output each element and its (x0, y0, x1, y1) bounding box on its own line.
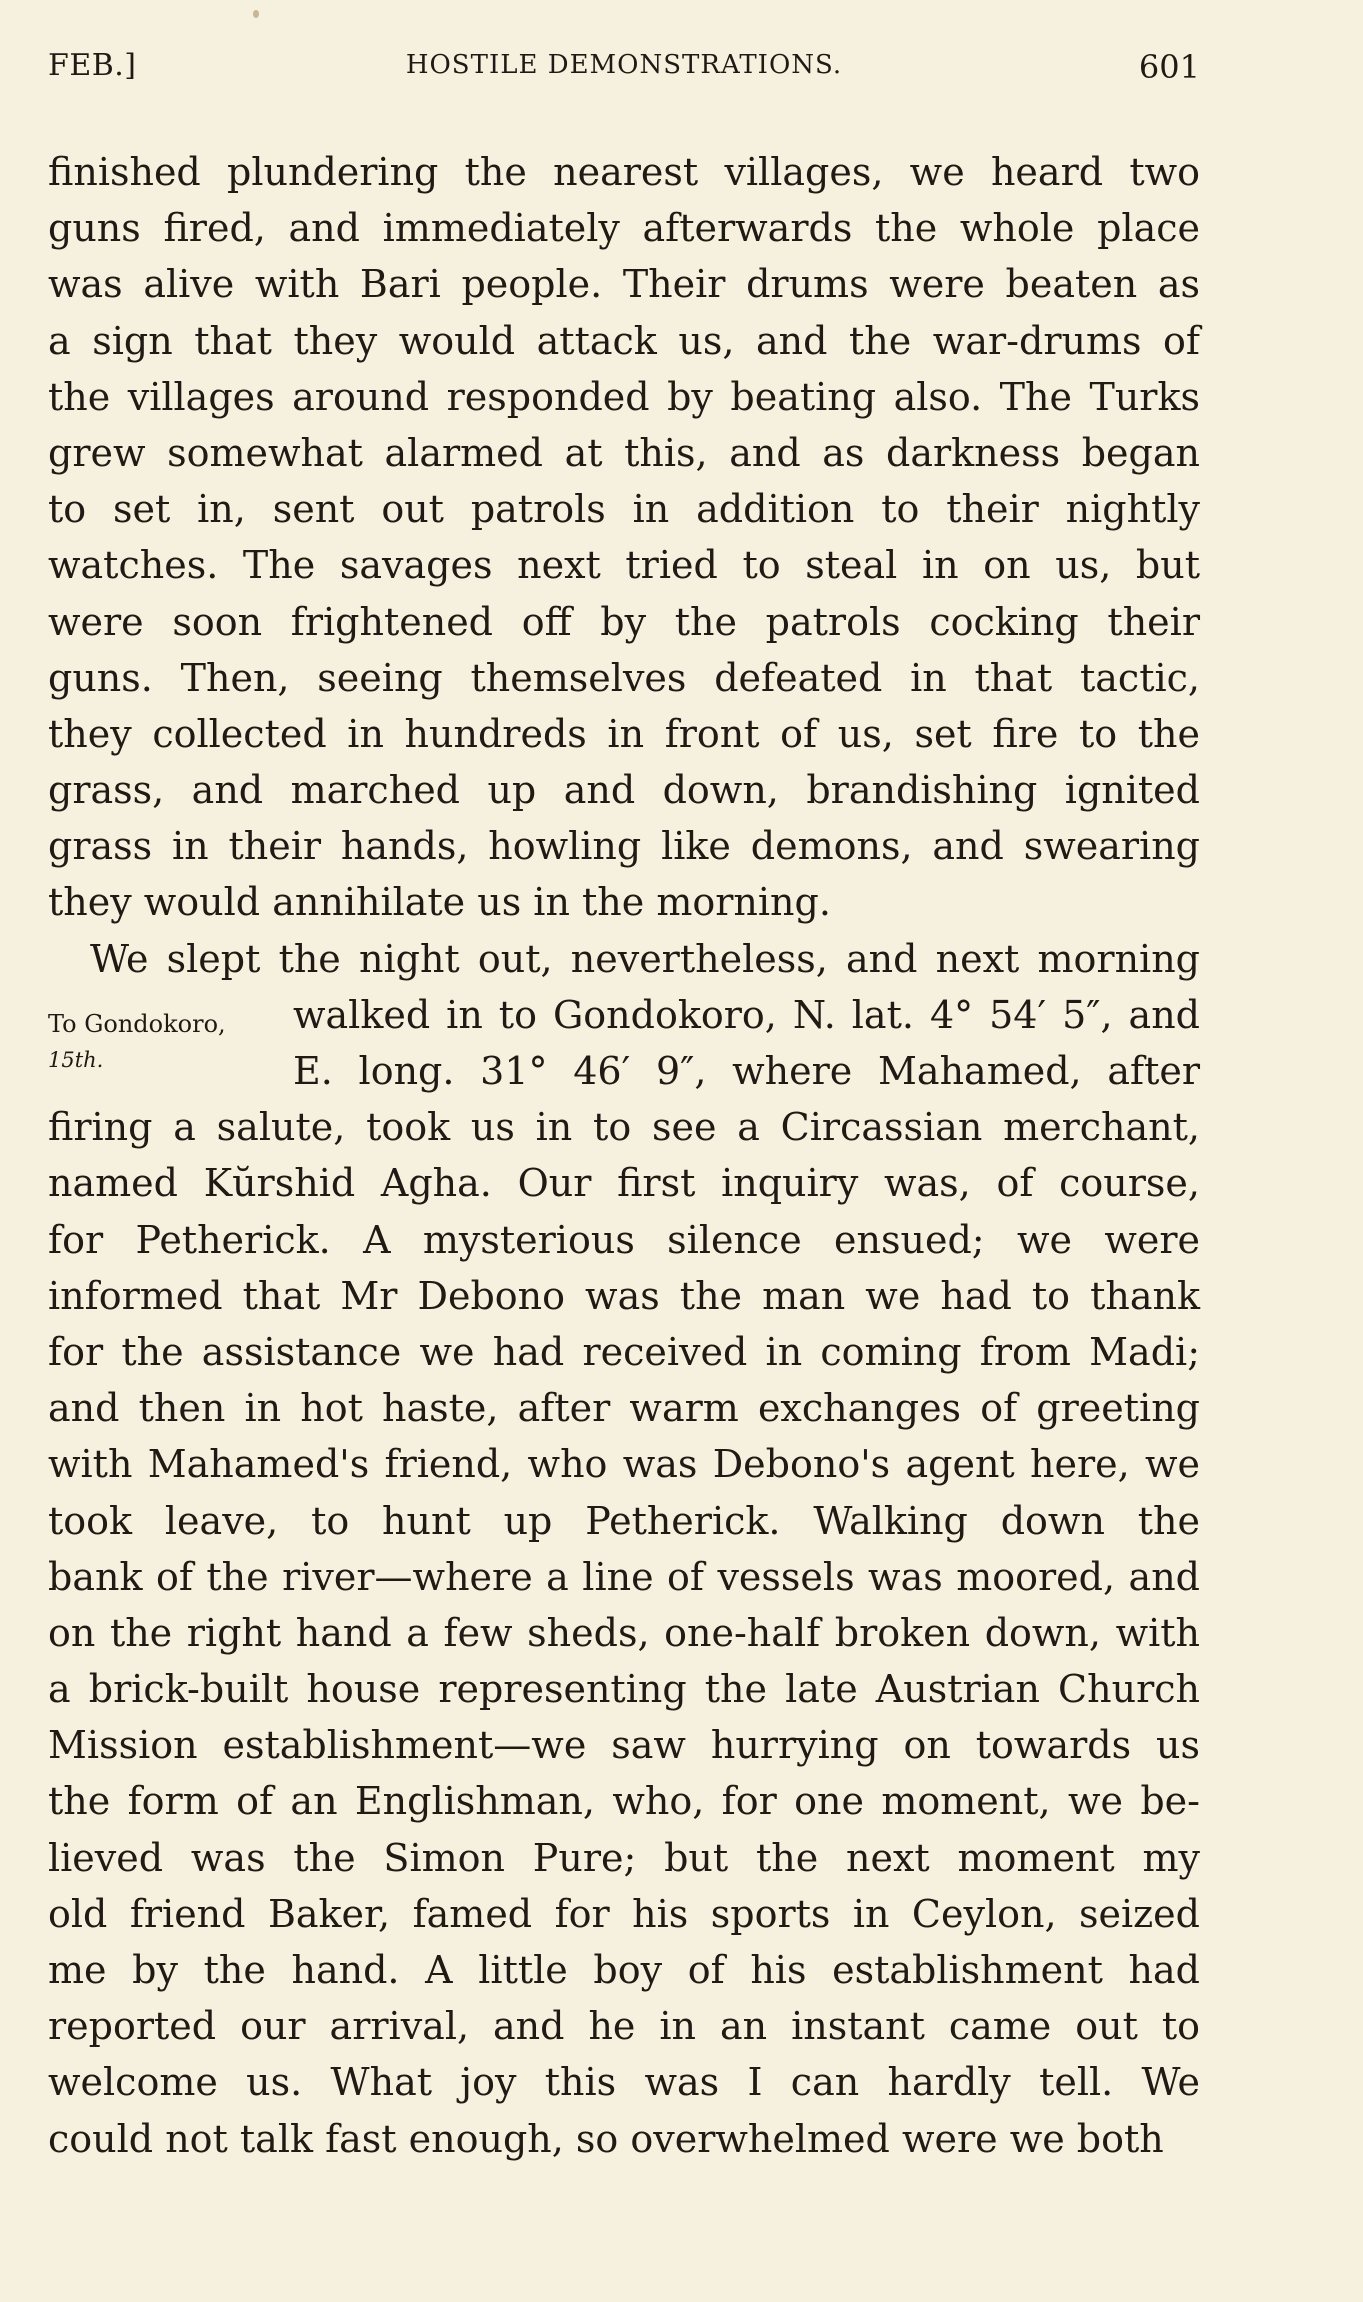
text-line: they would annihilate us in the morning. (48, 880, 831, 925)
text-line: to set in, sent out patrols in addition to their nightly (48, 487, 1200, 532)
margin-note-place: To Gondokoro, (48, 1010, 226, 1038)
text-line: a sign that they would attack us, and the war-drums of (48, 318, 1200, 363)
text-line: named Kŭrshid Agha. Our first inquiry was, of course, (48, 1161, 1200, 1206)
text-line: with Mahamed's friend, who was Debono's agent here, we (48, 1442, 1200, 1487)
body-text (48, 144, 1200, 2167)
text-line: was alive with Bari people. Their drums were beaten as (48, 262, 1200, 307)
text-line: a brick-built house representing the late Austrian Church (48, 1667, 1200, 1712)
text-line: grass in their hands, howling like demons, and swearing (48, 824, 1200, 869)
text-line: for the assistance we had received in coming from Madi; (48, 1329, 1200, 1374)
text-line: on the right hand a few sheds, one-half broken down, with (48, 1610, 1200, 1655)
text-line: welcome us. What joy this was I can hardly tell. We (48, 2060, 1200, 2105)
paragraph-start-line: We slept the night out, nevertheless, and next morning (90, 936, 1200, 981)
text-line: guns. Then, seeing themselves defeated in that tactic, (48, 655, 1200, 700)
text-line: the form of an Englishman, who, for one moment, we be- (48, 1779, 1200, 1824)
ink-speck (253, 10, 259, 18)
running-header (48, 48, 1200, 98)
text-line: they collected in hundreds in front of us, set fire to the (48, 711, 1200, 756)
text-line: Mission establishment—we saw hurrying on towards us (48, 1723, 1200, 1768)
text-line: bank of the river—where a line of vessels was moored, and (48, 1554, 1200, 1599)
text-line: grew somewhat alarmed at this, and as darkness began (48, 430, 1200, 475)
text-line: reported our arrival, and he in an instant came out to (48, 2004, 1200, 2049)
text-line: finished plundering the nearest villages, we heard two (48, 150, 1200, 194)
header-title: HOSTILE DEMONSTRATIONS. (405, 50, 843, 80)
text-line: informed that Mr Debono was the man we had to thank (48, 1273, 1200, 1318)
text-line: grass, and marched up and down, brandishing ignited (48, 768, 1200, 813)
page-number: 601 (1138, 48, 1200, 86)
text-line: could not talk fast enough, so overwhelmed were we both (48, 2116, 1164, 2161)
text-line: were soon frightened off by the patrols cocking their (48, 599, 1200, 644)
text-line: took leave, to hunt up Petherick. Walking down the (48, 1498, 1200, 1543)
margin-note-date: 15th. (48, 1048, 104, 1072)
text-line: watches. The savages next tried to steal in on us, but (48, 543, 1200, 588)
text-line: firing a salute, took us in to see a Circassian merchant, (48, 1105, 1200, 1150)
text-line: E. long. 31° 46′ 9″, where Mahamed, after (293, 1049, 1200, 1093)
text-line: the villages around responded by beating also. The Turks (48, 374, 1200, 419)
text-line: and then in hot haste, after warm exchanges of greeting (48, 1386, 1200, 1431)
text-line: guns fired, and immediately afterwards the whole place (48, 206, 1200, 251)
text-line: walked in to Gondokoro, N. lat. 4° 54′ 5″, and (293, 992, 1200, 1037)
text-line: lieved was the Simon Pure; but the next moment my (48, 1835, 1200, 1880)
text-line: me by the hand. A little boy of his establishment had (48, 1948, 1200, 1992)
text-line: old friend Baker, famed for his sports in Ceylon, seized (48, 1891, 1200, 1936)
header-month: FEB.] (48, 48, 137, 83)
text-line: for Petherick. A mysterious silence ensued; we were (48, 1217, 1200, 1262)
